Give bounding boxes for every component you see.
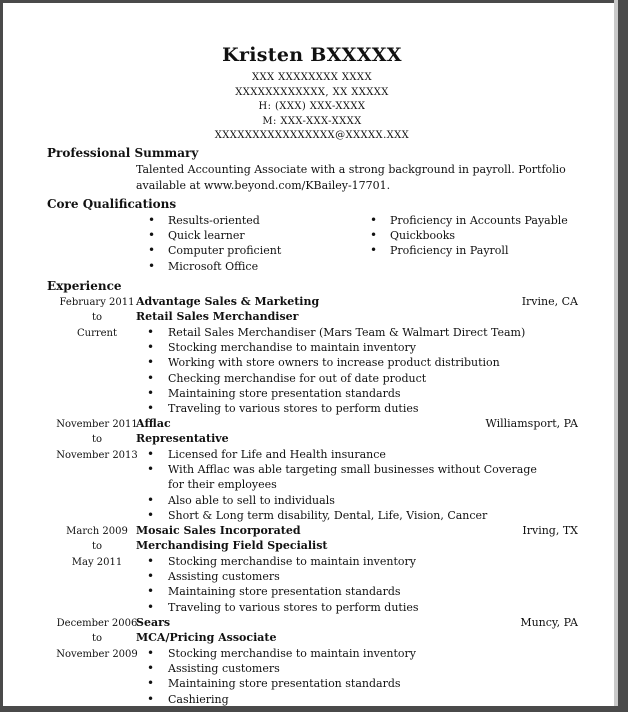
list-item: • Maintaining store presentation standards [147, 676, 547, 691]
job-duties [147, 646, 547, 707]
list-item: • With Afflac was able targeting small businesses without Coverage for their employees [147, 462, 547, 492]
mobile-phone: M: XXX-XXX-XXXX [262, 115, 362, 127]
job-end-date: May 2011 [71, 556, 123, 568]
list-item: • Traveling to various stores to perform duties [147, 600, 547, 615]
job-end-date: Current [76, 327, 118, 339]
summary-text: Talented Accounting Associate with a strong background in payroll. Portfolio available at www.beyond.com/KBailey-17701. [136, 163, 566, 192]
job-title: Merchandising Field Specialist [136, 539, 328, 552]
job-duties [147, 447, 547, 523]
list-item: • Stocking merchandise to maintain inventory [147, 646, 547, 661]
home-phone: H: (XXX) XXX-XXXX [258, 101, 366, 112]
list-item: • Quick learner [146, 228, 281, 243]
list-item: • Working with store owners to increase product distribution [147, 355, 547, 370]
job-company: Advantage Sales & Marketing [136, 295, 320, 308]
frame-top-border [0, 0, 628, 3]
list-item: • Maintaining store presentation standards [147, 386, 547, 401]
list-item: • Short & Long term disability, Dental, Life, Vision, Cancer [147, 508, 547, 523]
list-item: • Proficiency in Payroll [368, 243, 568, 258]
job-location: Irvine, CA [521, 295, 578, 308]
list-item: • Traveling to various stores to perform duties [147, 401, 547, 416]
list-item: • Quickbooks [368, 228, 568, 243]
job-date-separator: to [91, 312, 103, 324]
city-line: XXXXXXXXXXXX, XX XXXXX [235, 86, 389, 98]
list-item: • Assisting customers [147, 661, 547, 676]
job-date-separator: to [91, 541, 103, 553]
list-item: • Stocking merchandise to maintain inventory [147, 340, 547, 355]
job-dates [48, 524, 146, 570]
job-date-separator: to [91, 434, 103, 446]
list-item: • Licensed for Life and Health insurance [147, 447, 547, 462]
list-item: • Cashiering [147, 692, 547, 707]
experience-heading: Experience [47, 279, 122, 293]
job-end-date: November 2009 [56, 648, 138, 660]
job-duties [147, 554, 547, 615]
list-item: • Stocking merchandise to maintain inventory [147, 554, 547, 569]
list-item: • Microsoft Office [146, 259, 281, 274]
job-location: Irving, TX [522, 524, 578, 537]
job-start-date: December 2006 [56, 618, 138, 629]
qualifications-heading: Core Qualifications [47, 197, 177, 211]
list-item: • Retail Sales Merchandiser (Mars Team & Walmart Direct Team) [147, 325, 547, 340]
job-start-date: February 2011 [59, 297, 135, 308]
frame-bottom-border [0, 706, 628, 712]
job-company: Afflac [136, 417, 171, 430]
job-location: Williamsport, PA [485, 417, 578, 430]
job-duties [147, 325, 547, 416]
job-company: Mosaic Sales Incorporated [136, 524, 301, 537]
job-end-date: November 2013 [56, 449, 138, 461]
summary-heading: Professional Summary [47, 146, 199, 160]
job-location: Muncy, PA [520, 616, 578, 629]
qualifications-right-list [368, 213, 568, 259]
list-item: • Results-oriented [146, 213, 281, 228]
list-item: • Checking merchandise for out of date product [147, 371, 547, 386]
email-address: XXXXXXXXXXXXXXXX@XXXXX.XXX [214, 130, 410, 141]
job-date-separator: to [91, 633, 103, 645]
job-start-date: March 2009 [66, 526, 128, 537]
list-item: • Maintaining store presentation standards [147, 584, 547, 599]
list-item: • Proficiency in Accounts Payable [368, 213, 568, 228]
job-dates [48, 295, 146, 341]
candidate-name: Kristen BXXXXX [222, 44, 402, 66]
qualifications-left-list [146, 213, 281, 274]
resume-header [0, 44, 624, 144]
job-dates [48, 616, 146, 662]
job-title: Retail Sales Merchandiser [136, 310, 299, 323]
list-item: • Also able to sell to individuals [147, 493, 547, 508]
job-company: Sears [136, 616, 171, 629]
job-start-date: November 2011 [56, 419, 138, 430]
list-item: • Computer proficient [146, 243, 281, 258]
job-title: Representative [136, 432, 229, 445]
job-dates [48, 417, 146, 463]
address-line: XXX XXXXXXXX XXXX [252, 72, 372, 83]
job-title: MCA/Pricing Associate [136, 631, 277, 644]
list-item: • Assisting customers [147, 569, 547, 584]
